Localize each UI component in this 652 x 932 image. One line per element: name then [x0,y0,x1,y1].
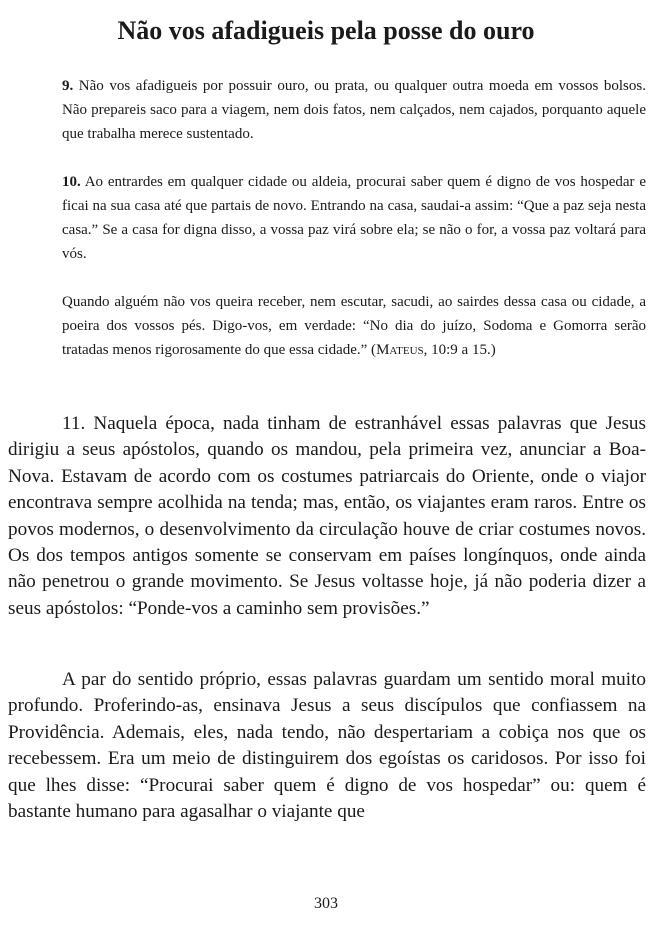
verse-number: 9. [62,78,74,94]
section-title: Não vos afadigueis pela posse do ouro [117,16,535,45]
citation-reference: , 10:9 a 15.) [423,342,496,358]
verse-text: Ao entrardes em qualquer cidade ou aldeia, procurai saber quem é digno de vos hospedar e ficai na sua casa até que partais de novo. Entrando na casa, saudai-a assim: “Que a paz seja nesta casa.” Se a casa for digna disso, a vossa paz virá sobre ela; se não o for, a vossa paz voltará para vós. [62,174,646,262]
commentary-paragraph: A par do sentido próprio, essas palavras guardam um sentido moral muito profundo. Proferindo-as, ensinava Jesus a seus discípulos que confiassem na Providência. Ademais, eles, nada tendo, não despertariam a cobiça nos que os recebessem. Era um meio de distinguirem dos egoístas os caridosos. Por isso foi que lhes disse: “Procurai saber quem é digno de vos hospedar” ou: quem é bastante humano para agasalhar o viajante que [8,669,646,823]
page-number: 303 [314,895,338,912]
citation-book: Mateus [376,342,424,358]
scripture-verse-10 [62,170,646,266]
verse-number: 10. [62,174,81,190]
verse-text: Quando alguém não vos queira receber, nem escutar, sacudi, ao sairdes dessa casa ou cidade, a poeira dos vossos pés. Digo-vos, em verdade: “No dia do juízo, Sodoma e Gomorra serão tratadas menos rigorosamente do que essa cidade.” ( [62,294,646,358]
commentary-paragraph: 11. Naquela época, nada tinham de estranhável essas palavras que Jesus dirigiu a seus apóstolos, quando os mandou, pela primeira vez, anunciar a Boa-Nova. Estavam de acordo com os costumes patriarcais do Oriente, onde o viajor encontrava sempre acolhida na tenda; mas, então, os viajantes eram raros. Entre os povos modernos, o desenvolvimento da circulação houve de criar costumes novos. Os dos tempos antigos somente se conservam em países longínquos, onde ainda não penetrou o grande movimento. Se Jesus voltasse hoje, já não poderia dizer a seus apóstolos: “Ponde-vos a caminho sem provisões.” [8,413,646,619]
verse-text: Não vos afadigueis por possuir ouro, ou prata, ou qualquer outra moeda em vossos bolsos. Não prepareis saco para a viagem, nem dois fatos, nem calçados, nem cajados, porquanto aquele que trabalha merece sustentado. [62,78,646,142]
scripture-verse-9 [62,74,646,146]
scripture-verse-continuation [62,290,646,362]
